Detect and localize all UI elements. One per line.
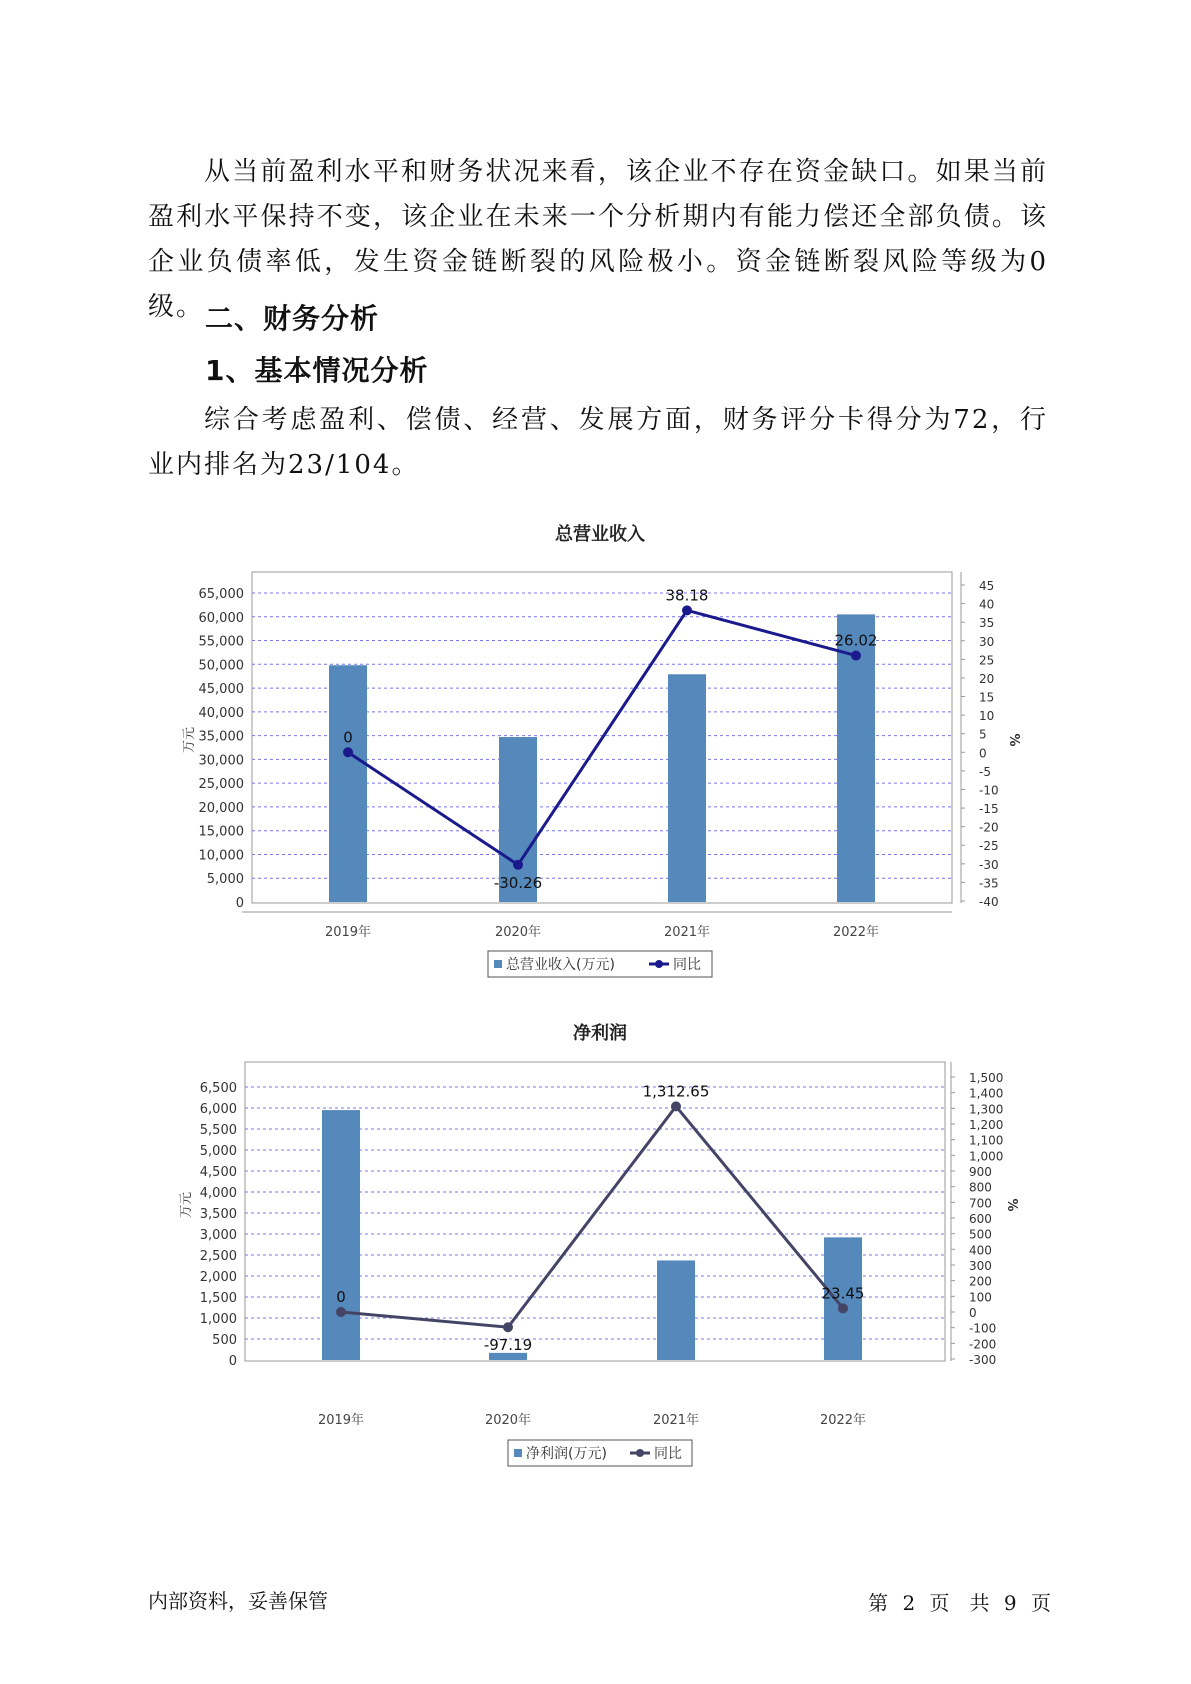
legend-swatch-marker [655,960,663,968]
y2-tick-label: -300 [969,1353,997,1367]
y-tick-label: 0 [228,1354,237,1369]
y-tick-label: 35,000 [198,729,244,745]
y-tick-label: 4,000 [199,1186,237,1201]
y-tick-label: 0 [235,896,244,911]
y-axis-title: 万元 [182,726,197,754]
y2-tick-label: 900 [969,1165,992,1179]
page-total: 9 [1003,1591,1017,1615]
legend-label-line: 同比 [654,1446,682,1462]
data-label: 23.45 [821,1284,865,1303]
y-tick-label: 500 [212,1333,237,1348]
y-tick-label: 3,500 [199,1207,237,1222]
data-label: 26.02 [834,631,878,650]
y-tick-label: 10,000 [198,848,244,864]
y2-tick-label: -200 [969,1337,997,1352]
analysis-paragraph-funding: 从当前盈利水平和财务状况来看，该企业不存在资金缺口。如果当前盈利水平保持不变，该企业在未来一个分析期内有能力偿还全部负债。该企业负债率低，发生资金链断裂的风险极小。资金链断裂风险等级为0级。 [148,157,1048,322]
y2-tick-label: 35 [979,616,995,631]
bar-3 [657,1260,695,1360]
y2-tick-label: 800 [969,1180,992,1195]
y-tick-label: 5,000 [199,1144,237,1159]
subsection-heading-basic-analysis: 1、基本情况分析 [205,354,429,387]
chart-title: 总营业收入 [555,524,645,545]
data-label: 0 [343,728,353,747]
page-current: 2 [902,1591,916,1615]
revenue-chart [0,520,1191,995]
legend-swatch-bar [494,960,502,968]
y2-tick-label: -40 [979,895,999,909]
y2-tick-label: 0 [979,746,987,761]
data-label: -97.19 [483,1336,533,1355]
y-tick-label: 6,000 [199,1102,237,1117]
legend-label-line: 同比 [673,957,701,973]
y2-tick-label: 300 [969,1259,992,1273]
y2-tick-label: -15 [979,802,999,817]
page-number [868,1587,1051,1616]
x-tick-label: 2022年 [832,925,880,940]
y-tick-label: 60,000 [198,610,244,626]
y2-tick-label: 1,100 [969,1133,1004,1148]
y2-tick-label: 100 [969,1290,992,1305]
y-tick-label: 4,500 [199,1165,237,1180]
data-label: 1,312.65 [642,1082,710,1101]
x-tick-label: 2019年 [317,1413,365,1428]
y2-tick-label: -20 [979,820,999,835]
y-tick-label: 40,000 [198,705,244,721]
y2-tick-label: -25 [979,839,999,854]
y-tick-label: 2,500 [199,1249,237,1264]
line-point-2 [503,1322,513,1332]
y-tick-label: 30,000 [198,753,244,769]
y2-tick-label: 45 [979,579,995,593]
y-tick-label: 1,500 [199,1291,237,1306]
x-tick-label: 2020年 [484,1413,532,1428]
y-tick-label: 2,000 [199,1270,237,1285]
y-tick-label: 5,500 [199,1123,237,1138]
bar-1 [329,665,367,902]
bar-1 [322,1110,360,1360]
y2-tick-label: 40 [979,597,995,612]
chart-title: 净利润 [573,1023,627,1044]
section-heading-financial-analysis: 二、财务分析 [205,302,380,335]
x-tick-label: 2022年 [819,1413,867,1428]
y2-tick-label: 500 [969,1227,992,1242]
y2-tick-label: 600 [969,1212,992,1226]
page-prefix: 第 [868,1591,889,1615]
y-tick-label: 15,000 [198,824,244,840]
net-profit-chart [0,1015,1191,1490]
y-tick-label: 5,000 [206,872,244,888]
x-tick-label: 2019年 [324,925,372,940]
y2-tick-label: 30 [979,634,995,649]
y2-tick-label: 1,400 [969,1086,1004,1101]
legend-swatch-bar [514,1449,522,1457]
line-point-4 [838,1303,848,1313]
y2-tick-label: 1,000 [969,1149,1004,1164]
legend-label-bar: 总营业收入(万元) [506,957,615,973]
legend-label-bar: 净利润(万元) [526,1446,607,1462]
y2-tick-label: 1,500 [969,1071,1004,1085]
data-label: -30.26 [493,873,543,892]
y2-tick-label: 1,300 [969,1102,1004,1117]
footer-confidential-note: 内部资料，妥善保管 [148,1589,328,1613]
y2-axis-title: % [1004,1198,1019,1212]
bar-3 [668,674,706,902]
y2-tick-label: -5 [979,764,991,779]
data-label: 0 [336,1288,346,1306]
y-tick-label: 50,000 [198,658,244,674]
x-tick-label: 2021年 [652,1413,700,1428]
y-tick-label: 1,000 [199,1312,237,1327]
y-tick-label: 3,000 [199,1228,237,1243]
line-point-3 [682,605,692,615]
line-point-1 [336,1307,346,1317]
line-point-4 [851,651,861,661]
page-suffix: 页 [1031,1591,1051,1615]
line-point-1 [343,747,353,757]
y2-tick-label: 25 [979,653,995,668]
y2-tick-label: 20 [979,671,995,686]
y2-tick-label: 1,200 [969,1118,1004,1132]
data-label: 38.18 [665,586,709,605]
y2-tick-label: 15 [979,690,995,705]
y2-tick-label: -35 [979,876,999,891]
y-tick-label: 45,000 [198,682,244,698]
x-tick-label: 2020年 [494,925,542,940]
y-tick-label: 25,000 [198,777,244,793]
line-point-2 [513,860,523,870]
y-tick-label: 55,000 [198,634,244,650]
legend-swatch-marker [636,1449,644,1457]
y-tick-label: 6,500 [199,1081,237,1096]
y2-tick-label: -30 [979,857,999,872]
y-tick-label: 20,000 [198,800,244,816]
analysis-paragraph-score: 综合考虑盈利、偿债、经营、发展方面，财务评分卡得分为72，行业内排名为23/104。 [148,405,1048,480]
x-tick-label: 2021年 [663,925,711,940]
page-mid: 页 共 [929,1591,990,1615]
y2-tick-label: 10 [979,709,995,724]
y2-tick-label: 700 [969,1196,992,1211]
y2-axis-title: % [1006,733,1021,747]
y2-tick-label: -100 [969,1321,997,1336]
y2-tick-label: 0 [969,1306,977,1320]
y2-tick-label: -10 [979,783,999,798]
line-point-3 [671,1101,681,1111]
y-tick-label: 65,000 [198,587,244,602]
y2-tick-label: 400 [969,1243,992,1258]
y-axis-title: 万元 [179,1191,194,1219]
y2-tick-label: 200 [969,1274,992,1289]
y2-tick-label: 5 [979,727,987,742]
